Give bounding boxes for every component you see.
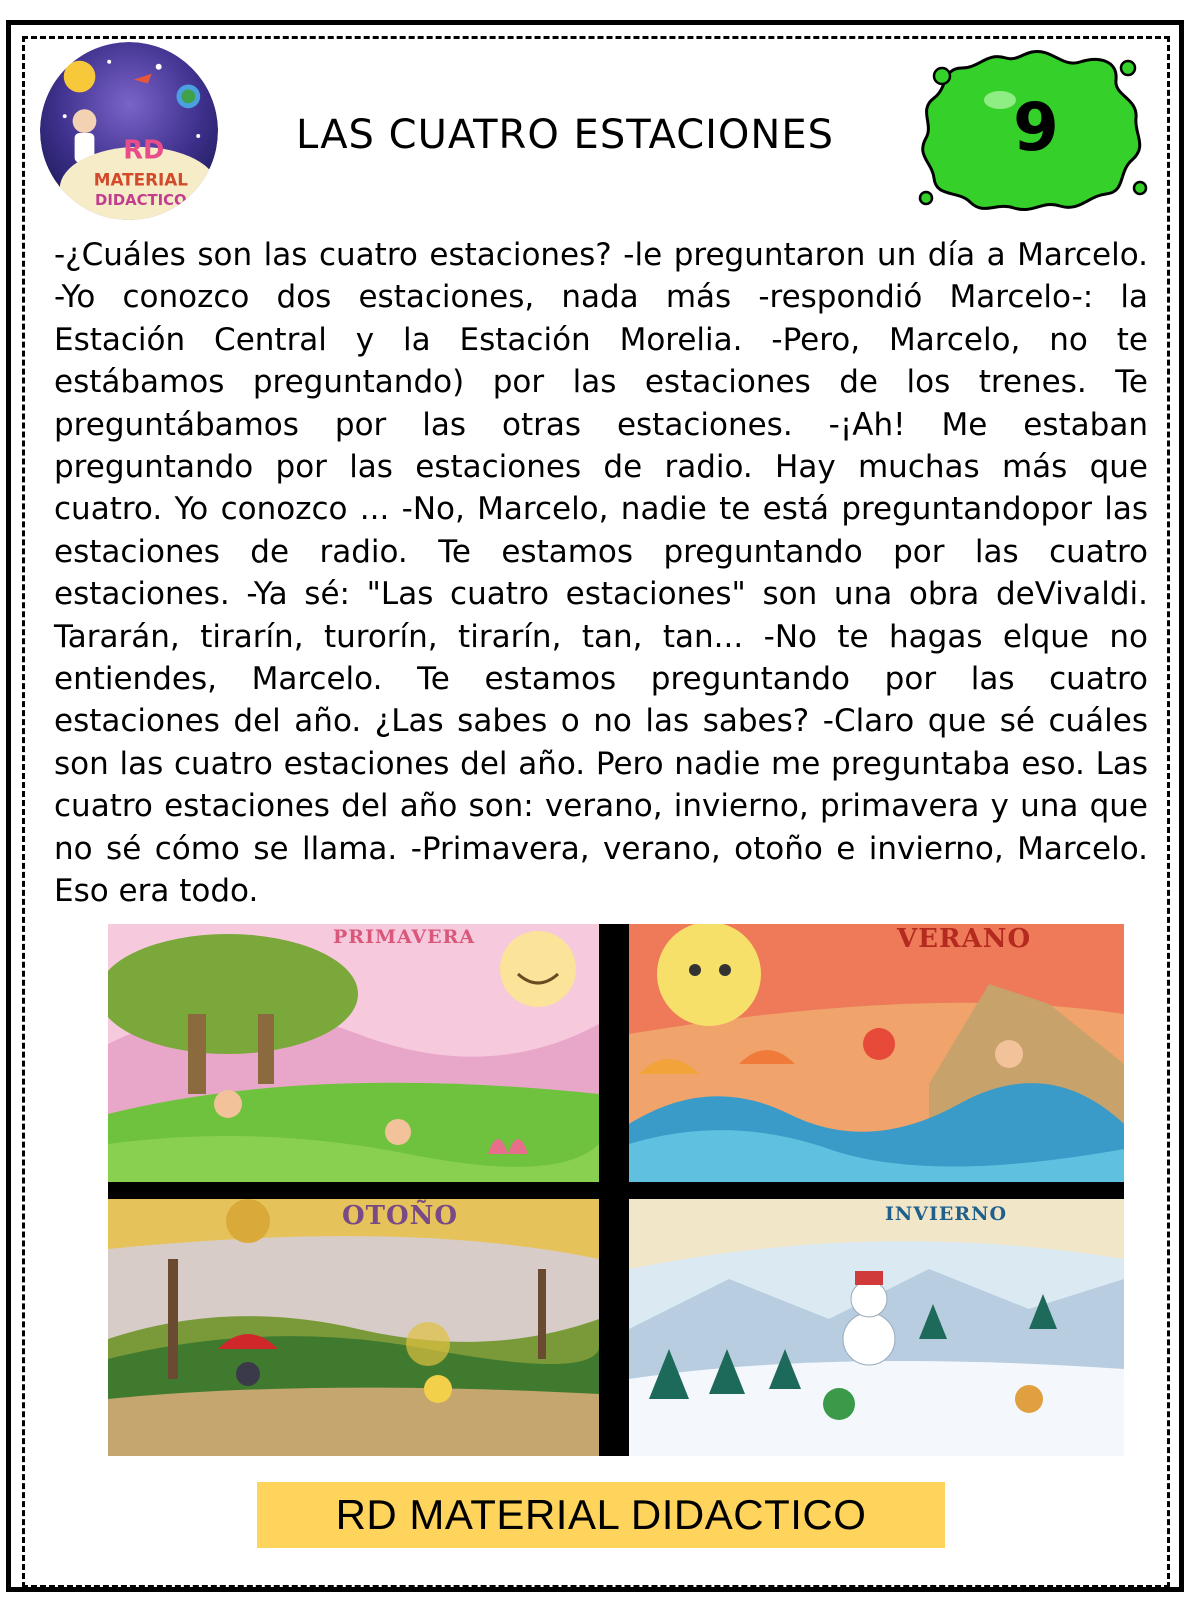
footer-banner	[257, 1482, 945, 1548]
scene-primavera	[108, 924, 599, 1182]
story-paragraph: -¿Cuáles son las cuatro estaciones? -le preguntaron un día a Marcelo. -Yo conozco dos estaciones, nada más -respondió Marcelo-: la Estación Central y la Estación Morelia. -Pero, Marcelo, no te estábamos preguntando) por las estaciones de los trenes. Te preguntábamos por las otras estaciones. -¡Ah! Me estaban preguntando por las estaciones de radio. Hay muchas más que cuatro. Yo conozco ... -No, Marcelo, nadie te está preguntandopor las estaciones de radio. Te estamos preguntando por las cuatro estaciones. -Ya sé: "Las cuatro estaciones" son una obra deVivaldi. Tararán, tirarín, turorín, tirarín, tan, tan... -No te hagas elque no entiendes, Marcelo. Te estamos preguntando por las cuatro estaciones del año. ¿Las sabes o no las sabes? -Claro que sé cuáles son las cuatro estaciones del año. Pero nadie me preguntaba eso. Las cuatro estaciones del año son: verano, invierno, primavera y una que no sé cómo se llama. -Primavera, verano, otoño e invierno, Marcelo. Eso era todo.	[54, 237, 1148, 910]
logo-monogram: RD	[123, 135, 165, 166]
label-verano: VERANO	[897, 924, 1032, 954]
seasons-illustration	[108, 924, 1124, 1456]
label-primavera: PRIMAVERA	[333, 926, 476, 948]
logo-line-1: MATERIAL	[93, 169, 188, 190]
scene-verano	[629, 924, 1124, 1182]
logo-line-2: DIDACTICO	[95, 192, 187, 210]
scene-invierno	[629, 1199, 1124, 1456]
scene-otono	[108, 1199, 599, 1456]
rd-material-didactico-logo	[40, 42, 218, 220]
number-badge	[912, 38, 1152, 218]
page-title: LAS CUATRO ESTACIONES	[295, 112, 834, 158]
badge-number: 9	[1013, 89, 1059, 166]
label-invierno: INVIERNO	[885, 1203, 1008, 1225]
label-otono: OTOÑO	[342, 1201, 459, 1231]
footer-banner-text: RD MATERIAL DIDACTICO	[335, 1491, 867, 1538]
